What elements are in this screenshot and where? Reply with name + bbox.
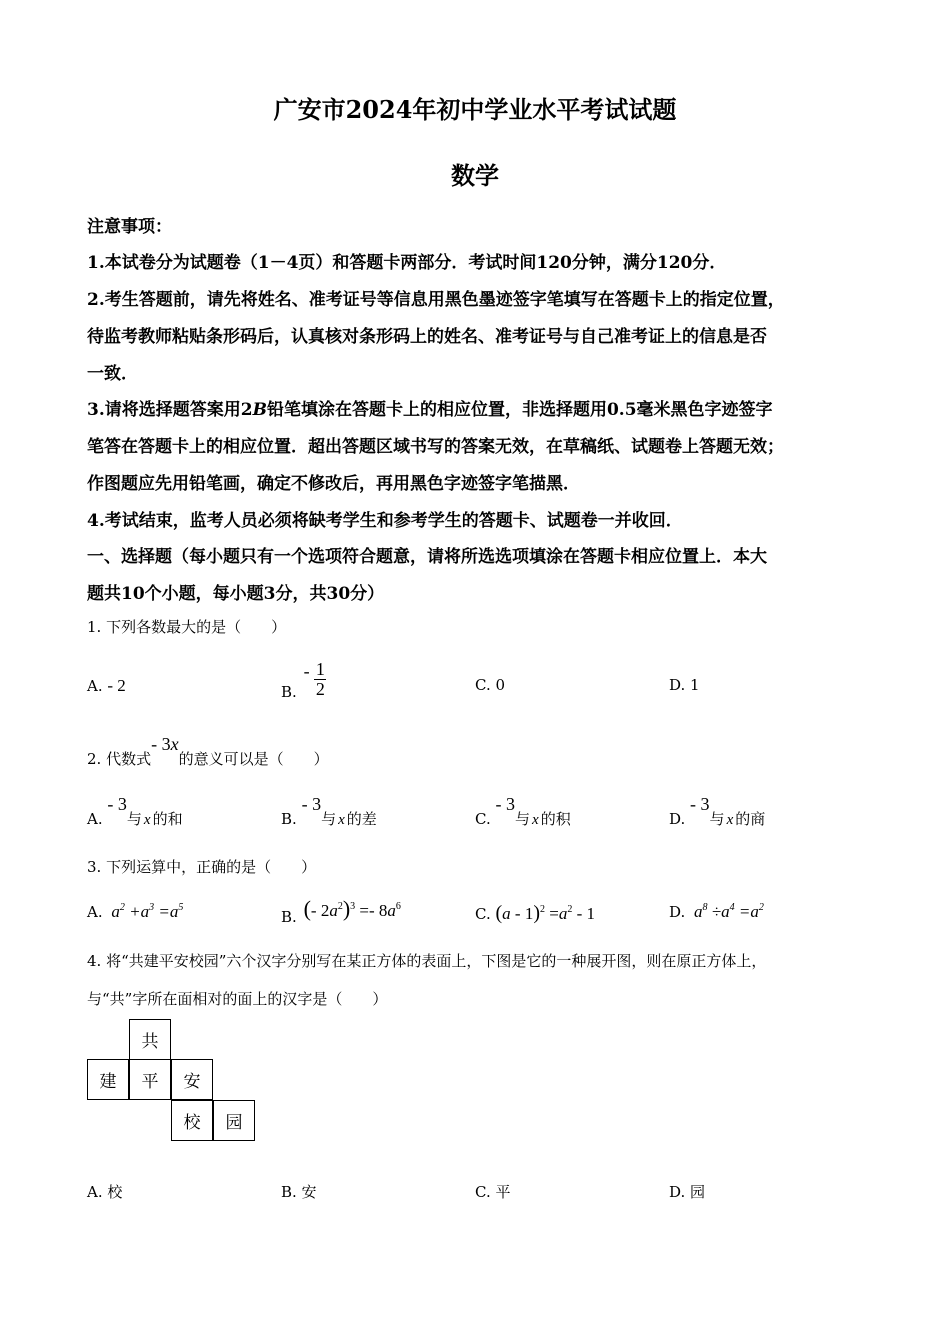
q3-option-a-formula: $a^2 +a^3 =a^5$ xyxy=(111,902,184,921)
q2-option-b-tail: 的差 xyxy=(346,810,377,828)
subject-title: 数学 xyxy=(451,161,499,190)
q1-option-b-fraction xyxy=(314,660,326,699)
q4-option-c: C. 平 xyxy=(475,1183,511,1201)
notice-item-2-line3: 一致． xyxy=(87,364,138,384)
q3-option-b xyxy=(281,896,401,928)
notice-item-3-text-c: 铅笔填涂在答题卡上的相应位置，非选择题用0.5毫米黑色字迹签字 xyxy=(266,400,773,420)
q2-option-b-with: 与 xyxy=(321,810,337,828)
q3-option-c-label: C. xyxy=(475,905,491,923)
q2-option-c-x: x xyxy=(532,812,539,828)
net-cell-right: 安 xyxy=(171,1059,213,1100)
q3-option-c-formula: $(a - 1)^2 =a^2 - 1$ xyxy=(495,902,596,924)
q2-option-a-tail: 的和 xyxy=(152,810,183,828)
q2-option-d-number: - 3 xyxy=(690,794,710,814)
q4-stem-line2: 与“共”字所在面相对的面上的汉字是（ ） xyxy=(87,990,388,1008)
q1-option-c: C. 0 xyxy=(475,676,506,694)
net-cell-top: 共 xyxy=(129,1019,171,1060)
q3-option-b-formula: (- $2a^2)^3 =- 8a^6$ xyxy=(303,896,401,921)
q2-option-c-tail: 的积 xyxy=(540,810,571,828)
q2-option-a-with: 与 xyxy=(126,810,142,828)
net-cell-left: 建 xyxy=(87,1059,129,1100)
q3-option-a xyxy=(87,902,183,922)
q3-option-d-label: D. xyxy=(669,903,686,921)
q1-stem: 1. 下列各数最大的是（ ） xyxy=(87,618,287,636)
q4-stem-line1: 4. 将“共建平安校园”六个汉字分别写在某正方体的表面上，下图是它的一种展开图，则在原正方体上， xyxy=(87,952,767,970)
net-cell-bottom-2: 园 xyxy=(213,1100,255,1141)
q2-option-c-label: C. xyxy=(475,810,491,828)
net-cell-bottom-1: 校 xyxy=(171,1100,213,1141)
q3-option-a-label: A. xyxy=(87,903,103,921)
q2-option-c xyxy=(475,794,571,829)
q2-option-d-label: D. xyxy=(669,810,686,828)
q3-stem: 3. 下列运算中，正确的是（ ） xyxy=(87,858,317,876)
q1-option-d: D. 1 xyxy=(669,676,700,694)
q1-option-a-label: A. xyxy=(87,677,103,695)
q3-option-d xyxy=(669,902,764,922)
notice-item-4: 4.考试结束，监考人员必须将缺考学生和参考学生的答题卡、试题卷一并收回． xyxy=(87,511,683,531)
q2-option-a xyxy=(87,794,183,829)
q2-option-a-number: - 3 xyxy=(107,794,127,814)
q2-expression-coef: - 3 xyxy=(151,734,171,754)
q2-stem-pre: 2. 代数式 xyxy=(87,750,152,768)
q2-option-a-label: A. xyxy=(87,810,103,828)
q1-option-a-value: - 2 xyxy=(107,676,126,695)
q2-option-b xyxy=(281,794,377,829)
q2-stem xyxy=(87,734,329,769)
q1-option-b xyxy=(281,650,326,702)
notice-item-3-line3: 作图题应先用铅笔画，确定不修改后，再用黑色字迹签字笔描黑． xyxy=(87,474,580,494)
notice-item-3-line2: 笔答在答题卡上的相应位置．超出答题区域书写的答案无效，在草稿纸、试题卷上答题无效； xyxy=(87,437,784,457)
notice-heading: 注意事项： xyxy=(87,217,172,237)
section-heading-line2: 题共10个小题，每小题3分，共30分） xyxy=(87,584,385,604)
exam-title: 广安市2024年初中学业水平考试试题 xyxy=(273,95,677,124)
q1-option-b-sign: - xyxy=(303,661,310,682)
q2-option-b-number: - 3 xyxy=(301,794,322,814)
notice-item-3-pencil-grade: B xyxy=(252,400,267,420)
net-cell-center: 平 xyxy=(129,1059,171,1100)
q3-option-b-label: B. xyxy=(281,908,297,926)
q3-option-d-formula: $a^8 \div a^4 =a^2$ xyxy=(694,902,764,921)
q1-option-a xyxy=(87,676,126,696)
q3-option-c xyxy=(475,902,595,925)
q4-option-a: A. 校 xyxy=(87,1183,123,1201)
section-heading-line1: 一、选择题（每小题只有一个选项符合题意，请将所选选项填涂在答题卡相应位置上．本大 xyxy=(87,547,767,567)
q2-option-c-number: - 3 xyxy=(495,794,515,814)
q2-option-d-x: x xyxy=(726,812,734,828)
q1-option-b-numerator: 1 xyxy=(315,659,325,679)
notice-item-2-line2: 待监考教师粘贴条形码后，认真核对条形码上的姓名、准考证号与自己准考证上的信息是否 xyxy=(87,327,767,347)
q2-option-c-with: 与 xyxy=(515,810,531,828)
notice-item-3-line1 xyxy=(87,395,773,420)
q1-option-b-denominator: 2 xyxy=(315,678,325,699)
q2-expression xyxy=(151,734,179,755)
q2-option-d xyxy=(669,794,766,829)
q2-stem-post: 的意义可以是（ ） xyxy=(178,750,329,768)
q4-option-b: B. 安 xyxy=(281,1183,317,1201)
q2-option-d-with: 与 xyxy=(709,810,725,828)
q2-option-a-x: x xyxy=(143,812,151,828)
q2-option-b-x: x xyxy=(338,812,345,828)
q2-option-d-tail: 的商 xyxy=(735,810,766,828)
q4-option-d: D. 园 xyxy=(669,1183,706,1201)
notice-item-1: 1.本试卷分为试题卷（1－4页）和答题卡两部分．考试时间120分钟，满分120分． xyxy=(87,253,727,273)
q2-option-b-label: B. xyxy=(281,810,297,828)
q2-expression-var: x xyxy=(170,734,179,754)
q1-option-b-label: B. xyxy=(281,683,297,702)
notice-item-3-text-a: 3.请将选择题答案用2 xyxy=(87,400,253,420)
notice-item-2-line1: 2.考生答题前，请先将姓名、准考证号等信息用黑色墨迹签字笔填写在答题卡上的指定位置， xyxy=(87,290,785,310)
